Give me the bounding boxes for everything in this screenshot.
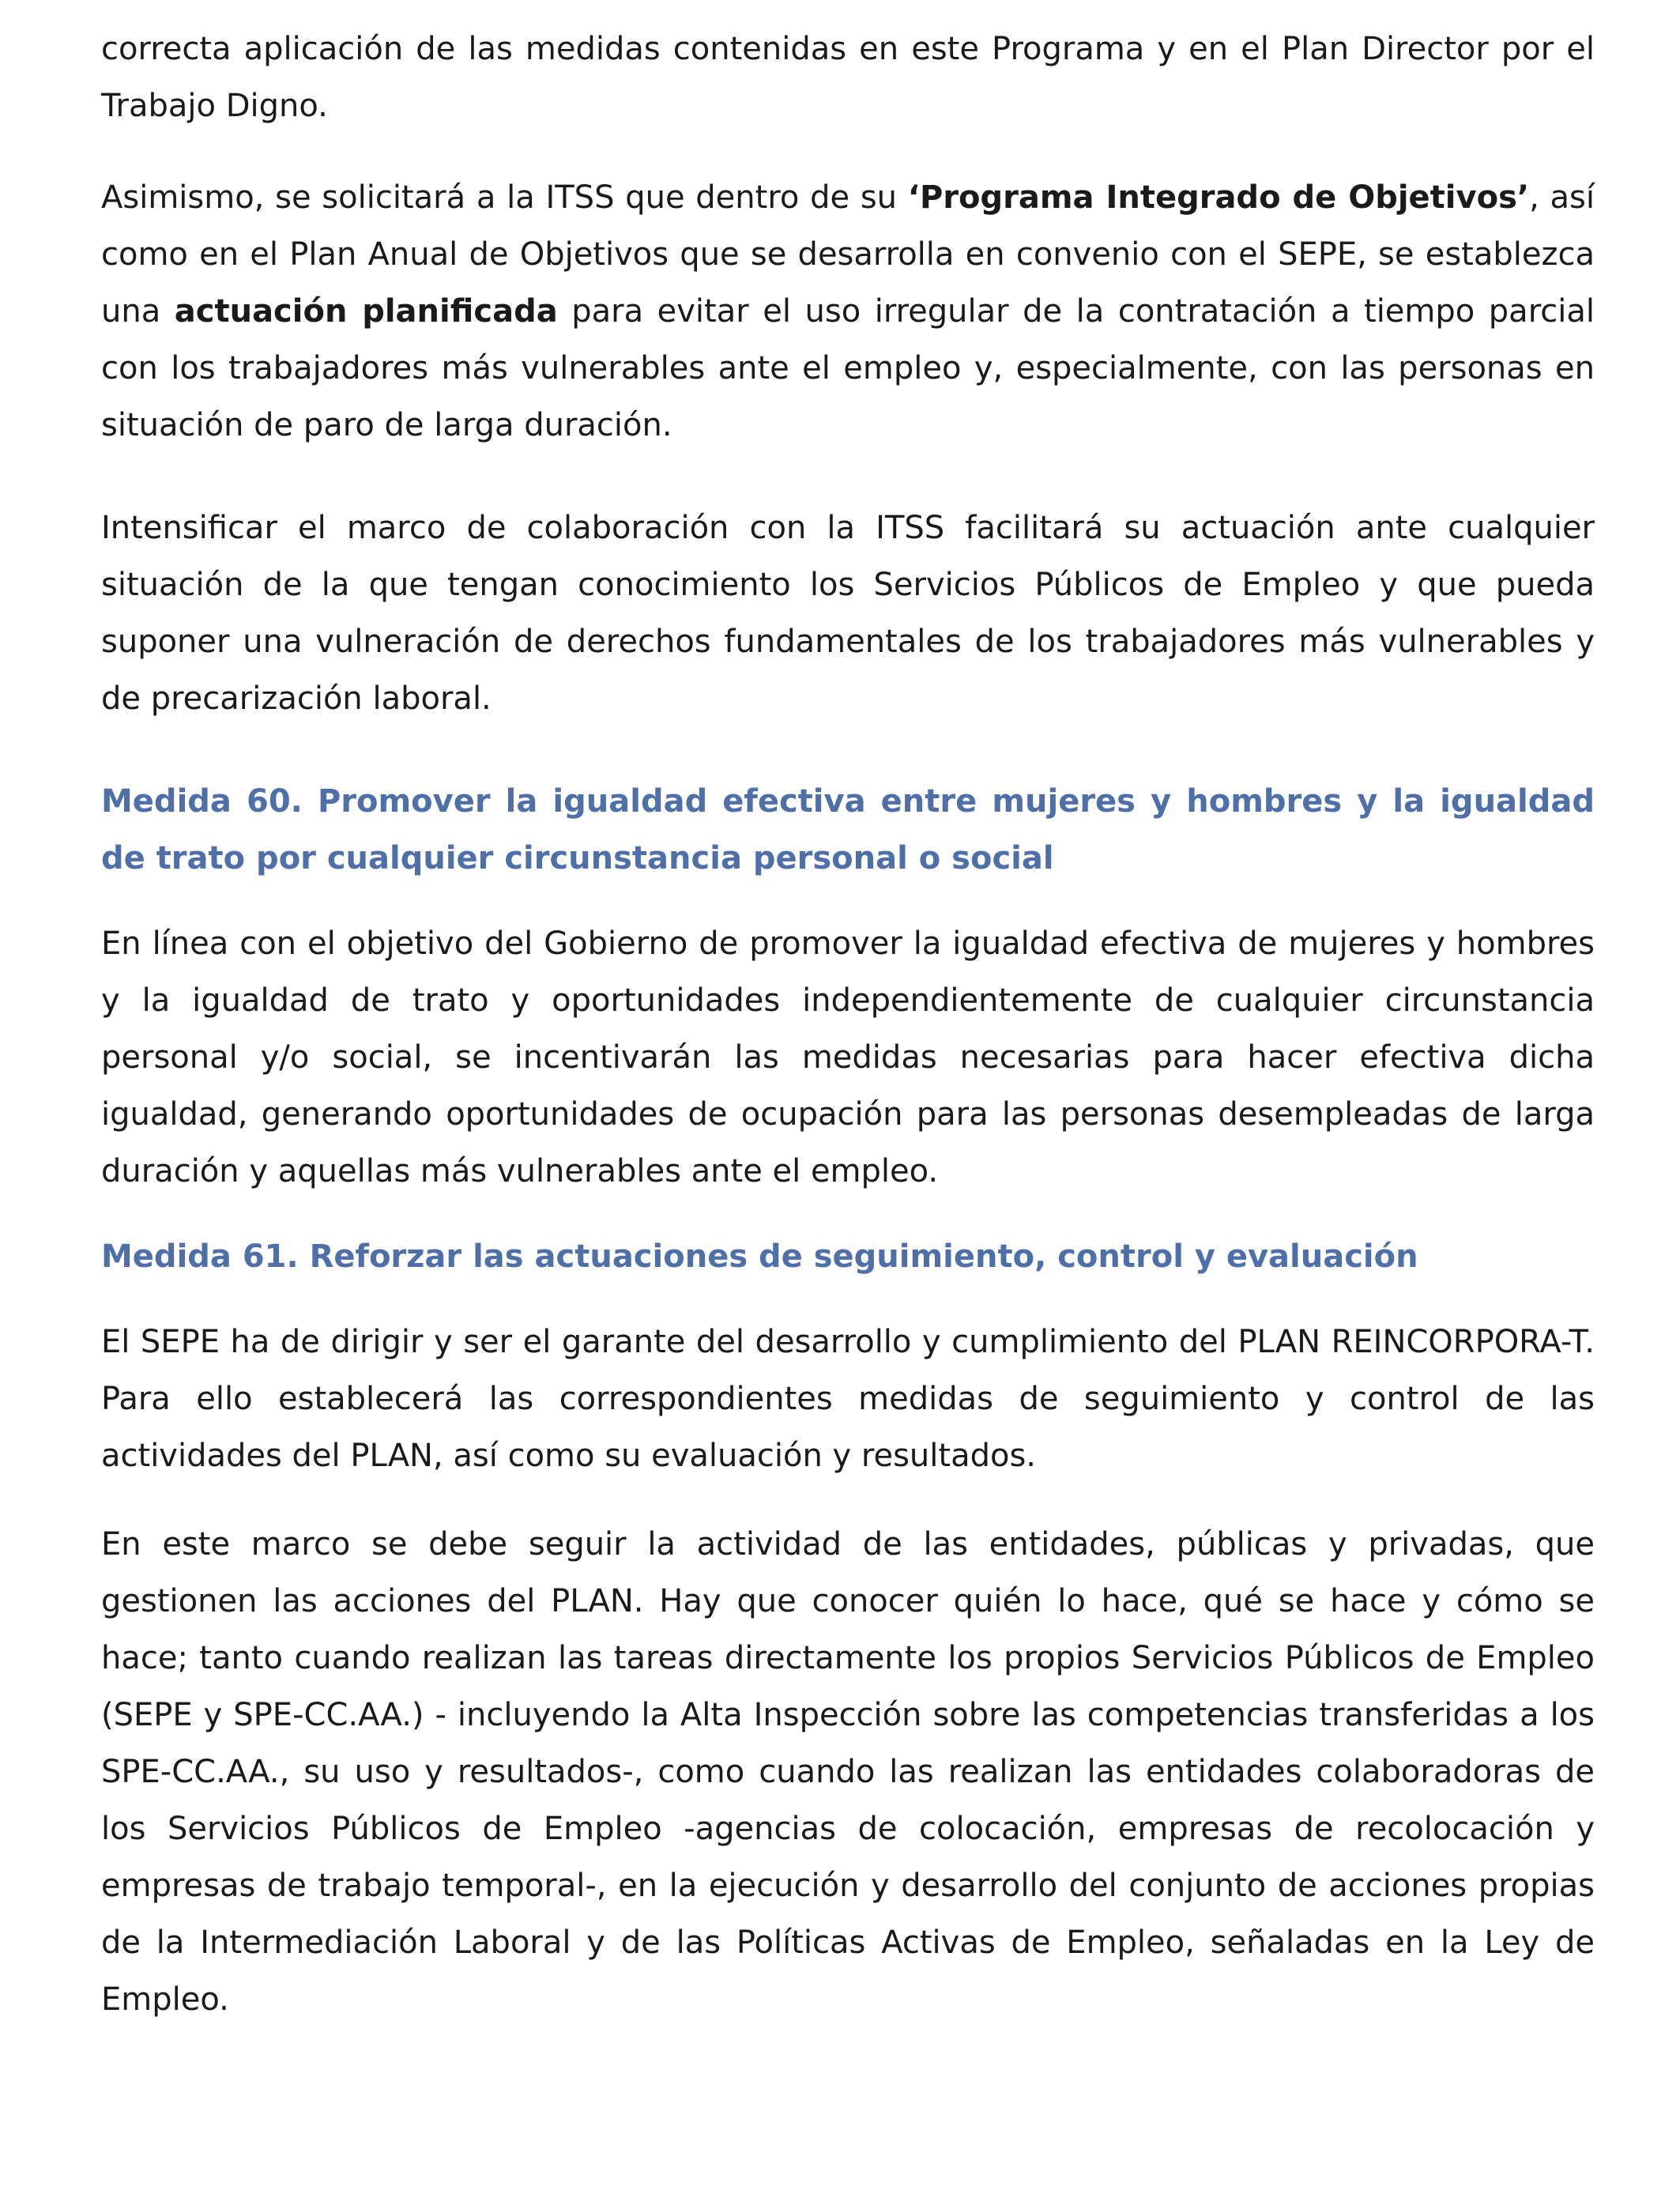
bold-actuacion-planificada: actuación planificada (174, 293, 558, 330)
paragraph-text: Asimismo, se solicitará a la ITSS que dentro de su (101, 179, 908, 216)
paragraph-sepe-garante: El SEPE ha de dirigir y ser el garante del desarrollo y cumplimiento del PLAN REINCORPORA-T. Para ello establecerá las correspondientes medidas de seguimiento y control de las actividades del PLAN, así como su evaluación y resultados. (101, 1324, 1595, 1474)
paragraph-seguimiento-entidades: En este marco se debe seguir la actividad de las entidades, públicas y privadas, que gestionen las acciones del PLAN. Hay que conocer quién lo hace, qué se hace y cómo se hace; tanto cuando realizan las tareas directamente los propios Servicios Públicos de Empleo (SEPE y SPE-CC.AA.) - incluyendo la Alta Inspección sobre las competencias transferidas a los SPE-CC.AA., su uso y resultados-, como cuando las realizan las entidades colaboradoras de los Servicios Públicos de Empleo -agencias de colocación, empresas de recolocación y empresas de trabajo temporal-, en la ejecución y desarrollo del conjunto de acciones propias de la Intermediación Laboral y de las Políticas Activas de Empleo, señaladas en la Ley de Empleo. (101, 1526, 1595, 2018)
heading-medida-61: Medida 61. Reforzar las actuaciones de seguimiento, control y evaluación (101, 1238, 1418, 1275)
heading-medida-60: Medida 60. Promover la igualdad efectiva entre mujeres y hombres y la igualdad de trato por cualquier circunstancia personal o social (101, 783, 1595, 876)
paragraph-itss-collaboration: Intensificar el marco de colaboración con la ITSS facilitará su actuación ante cualquier situación de la que tengan conocimiento los Servicios Públicos de Empleo y que pueda suponer una vulneración de derechos fundamentales de los trabajadores más vulnerables y de precarización laboral. (101, 510, 1595, 717)
paragraph-igualdad: En línea con el objetivo del Gobierno de promover la igualdad efectiva de mujeres y hombres y la igualdad de trato y oportunidades independientemente de cualquier circunstancia personal y/o social, se incentivarán las medidas necesarias para hacer efectiva dicha igualdad, generando oportunidades de ocupación para las personas desempleadas de larga duración y aquellas más vulnerables ante el empleo. (101, 925, 1595, 1189)
paragraph-text: para evitar el uso irregular de la contratación a tiempo parcial con los trabajadores más vulnerables ante el empleo y, especialmente, con las personas en situación de paro de larga duración. (101, 293, 1595, 443)
paragraph-itss-request (101, 169, 1595, 454)
paragraph-continuation: correcta aplicación de las medidas contenidas en este Programa y en el Plan Director por el Trabajo Digno. (101, 31, 1595, 124)
paragraph-text: , así como en el Plan Anual de Objetivos que se desarrolla en convenio con el SEPE, se establezca una (101, 179, 1595, 330)
document-page (101, 21, 1595, 2028)
bold-programa-integrado: ‘Programa Integrado de Objetivos’ (907, 179, 1530, 216)
